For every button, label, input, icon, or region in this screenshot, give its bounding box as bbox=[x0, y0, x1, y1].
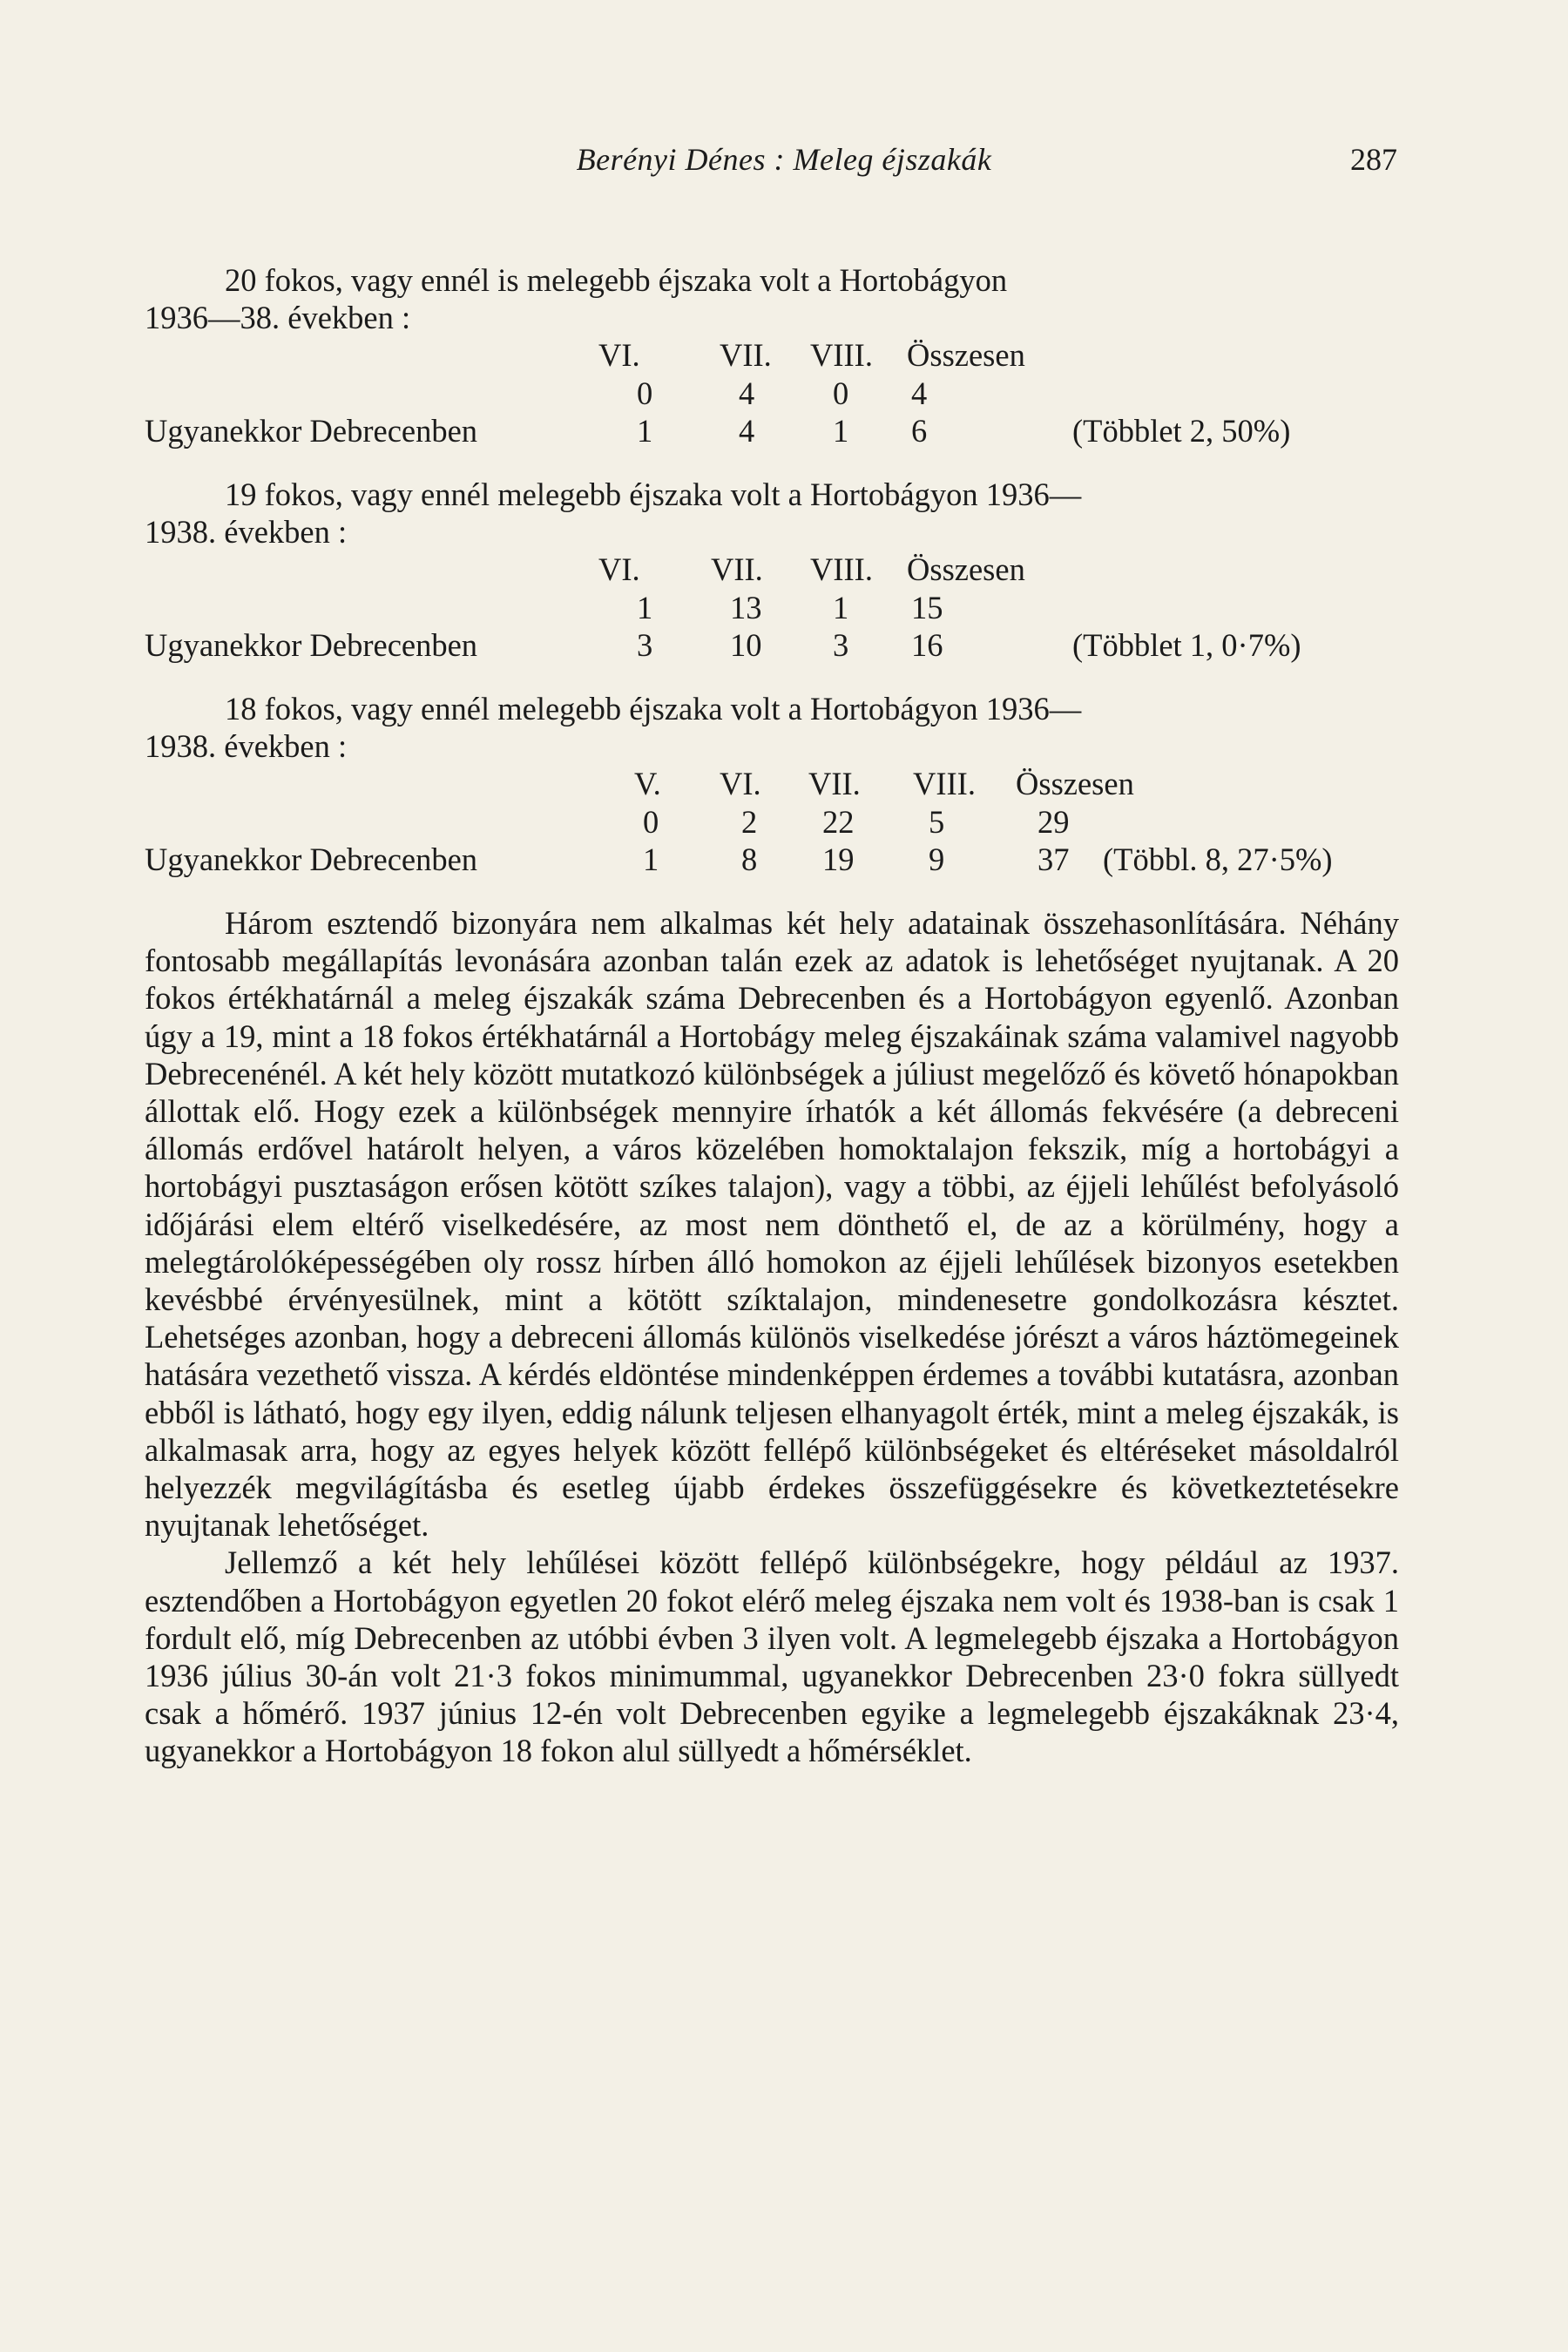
table-cell: 16 bbox=[911, 626, 943, 663]
data-table bbox=[145, 551, 1399, 664]
table-cell: 22 bbox=[822, 803, 855, 840]
debrecen-row bbox=[145, 412, 1399, 449]
table-cell: 1 bbox=[833, 412, 849, 449]
table-cell: 4 bbox=[739, 412, 755, 449]
row-label: Ugyanekkor Debrecenben bbox=[145, 841, 478, 877]
body-paragraph: Három esztendő bizonyára nem alkalmas két hely adatainak összehasonlítására. Néhány fontosabb megállapítás levonására azonban talán ezek az adatok is lehetőséget nyujtanak. A 20 fokos értékhatárnál a meleg éjszakák száma Debrecenben és a Hortobágyon egyenlő. Azonban úgy a 19, mint a 18 fokos értékhatárnál a Hortobágy meleg éjszakáinak száma valamivel nagyobb Debrecenénél. A két hely között mutatkozó különbségek a júliust megelőző és követő hónapokban állottak elő. Hogy ezek a különbségek mennyire írhatók a két állomás fekvésére (a debreceni állomás erdővel határolt helyen, a város közelében homoktalajon fekszik, míg a hortobágyi a hortobágyi pusztaságon erősen kötött szíkes talajon), vagy a többi, az éjjeli lehűlést befolyásoló időjárási elem eltérő viselkedésére, az most nem dönthető el, de az a körülmény, hogy a melegtárolóképességében oly rossz hírben álló homokon az éjjeli lehűlések bizonyos esetekben kevésbbé érvényesülnek, mint a kötött szíktalajon, mindenesetre gondolkozásra késztet. Lehetséges azonban, hogy a debreceni állomás különös viselkedése jórészt a város háztömegeinek hatására vezethető vissza. A kérdés eldöntése mindenképpen érdemes a további kutatásra, azonban ebből is látható, hogy egy ilyen, eddig nálunk teljesen elhanyagolt érték, mint a meleg éjszakák, is alkalmasak arra, hogy az egyes helyek között fellépő különbségeket és eltéréseket másoldalról helyezzék megvilágításba és esetleg újabb érdekes összefüggésekre és következtetésekre nyujtanak lehetőséget. bbox=[145, 904, 1399, 1544]
row-label: Ugyanekkor Debrecenben bbox=[145, 412, 478, 449]
table-cell: 9 bbox=[929, 841, 945, 877]
intro-line: 18 fokos, vagy ennél melegebb éjszaka volt a Hortobágyon 1936— bbox=[225, 690, 1082, 727]
hortobagy-row bbox=[145, 803, 1399, 841]
table-cell: 13 bbox=[730, 589, 762, 625]
table-cell: 19 bbox=[822, 841, 855, 877]
debrecen-row bbox=[145, 841, 1399, 878]
table-cell: 10 bbox=[730, 626, 762, 663]
debrecen-row bbox=[145, 626, 1399, 664]
month-header: V. bbox=[634, 766, 661, 802]
table-cell: 2 bbox=[741, 803, 758, 840]
intro-line: 1936—38. években : bbox=[145, 300, 411, 336]
table-cell: 15 bbox=[911, 589, 943, 625]
table-cell: 4 bbox=[739, 375, 755, 411]
body-paragraph: Jellemző a két hely lehűlései között fellépő különbségekre, hogy például az 1937. esztendőben a Hortobágyon egyetlen 20 fokot elérő meleg éjszaka nem volt és 1938-ban is csak 1 fordult elő, míg Debrecenben az utóbbi évben 3 ilyen volt. A legmelegebb éjszaka a Hortobágyon 1936 július 30-án volt 21·3 fokos minimummal, ugyanekkor Debrecenben 23·0 fokra süllyedt csak a hőmérő. 1937 június 12-én volt Debrecenben egyike a legmelegebb éjszakáknak 23·4, ugyanekkor a Hortobágyon 18 fokon alul süllyedt a hőmérséklet. bbox=[145, 1544, 1399, 1769]
hortobagy-row bbox=[145, 375, 1399, 412]
table-cell: 3 bbox=[833, 626, 849, 663]
table-cell: 3 bbox=[637, 626, 653, 663]
month-header: VIII. bbox=[913, 766, 976, 802]
month-header: VI. bbox=[598, 551, 640, 588]
total-header: Összesen bbox=[907, 337, 1025, 374]
table-header-row bbox=[145, 336, 1399, 374]
table-cell: 8 bbox=[741, 841, 758, 877]
page-number: 287 bbox=[1350, 142, 1397, 177]
table-cell: 4 bbox=[911, 375, 928, 411]
table-header-row bbox=[145, 765, 1399, 802]
table-cell: 1 bbox=[637, 412, 653, 449]
table-cell: 0 bbox=[833, 375, 849, 411]
month-header: VII. bbox=[720, 337, 772, 374]
data-table bbox=[145, 336, 1399, 449]
intro-line: 20 fokos, vagy ennél is melegebb éjszaka volt a Hortobágyon bbox=[225, 262, 1008, 298]
intro-line: 1938. években : bbox=[145, 728, 348, 765]
surplus-note: (Többlet 1, 0·7%) bbox=[1072, 626, 1301, 663]
total-header: Összesen bbox=[907, 551, 1025, 588]
month-header: VIII. bbox=[810, 337, 873, 374]
table-cell: 5 bbox=[929, 803, 945, 840]
intro-line: 1938. években : bbox=[145, 514, 348, 551]
table-cell: 6 bbox=[911, 412, 928, 449]
table-cell: 29 bbox=[1037, 803, 1070, 840]
month-header: VII. bbox=[711, 551, 763, 588]
data-table bbox=[145, 765, 1399, 878]
month-header: VII. bbox=[808, 766, 861, 802]
total-header: Összesen bbox=[1016, 766, 1134, 802]
table-header-row bbox=[145, 551, 1399, 588]
surplus-note: (Többl. 8, 27·5%) bbox=[1103, 841, 1333, 877]
table-cell: 1 bbox=[637, 589, 653, 625]
month-header: VIII. bbox=[810, 551, 873, 588]
month-header: VI. bbox=[720, 766, 761, 802]
section-18-fokos bbox=[145, 690, 1399, 878]
page-body bbox=[145, 261, 1399, 1770]
surplus-note: (Többlet 2, 50%) bbox=[1072, 412, 1291, 449]
section-19-fokos bbox=[145, 476, 1399, 664]
intro-line: 19 fokos, vagy ennél melegebb éjszaka volt a Hortobágyon 1936— bbox=[225, 476, 1082, 512]
page-header bbox=[0, 138, 1568, 181]
table-cell: 0 bbox=[643, 803, 659, 840]
table-cell: 0 bbox=[637, 375, 653, 411]
table-cell: 37 bbox=[1037, 841, 1070, 877]
month-header: VI. bbox=[598, 337, 640, 374]
hortobagy-row bbox=[145, 589, 1399, 626]
row-label: Ugyanekkor Debrecenben bbox=[145, 626, 478, 663]
table-cell: 1 bbox=[833, 589, 849, 625]
table-cell: 1 bbox=[643, 841, 659, 877]
running-head: Berényi Dénes : Meleg éjszakák bbox=[576, 142, 992, 177]
section-20-fokos bbox=[145, 261, 1399, 449]
